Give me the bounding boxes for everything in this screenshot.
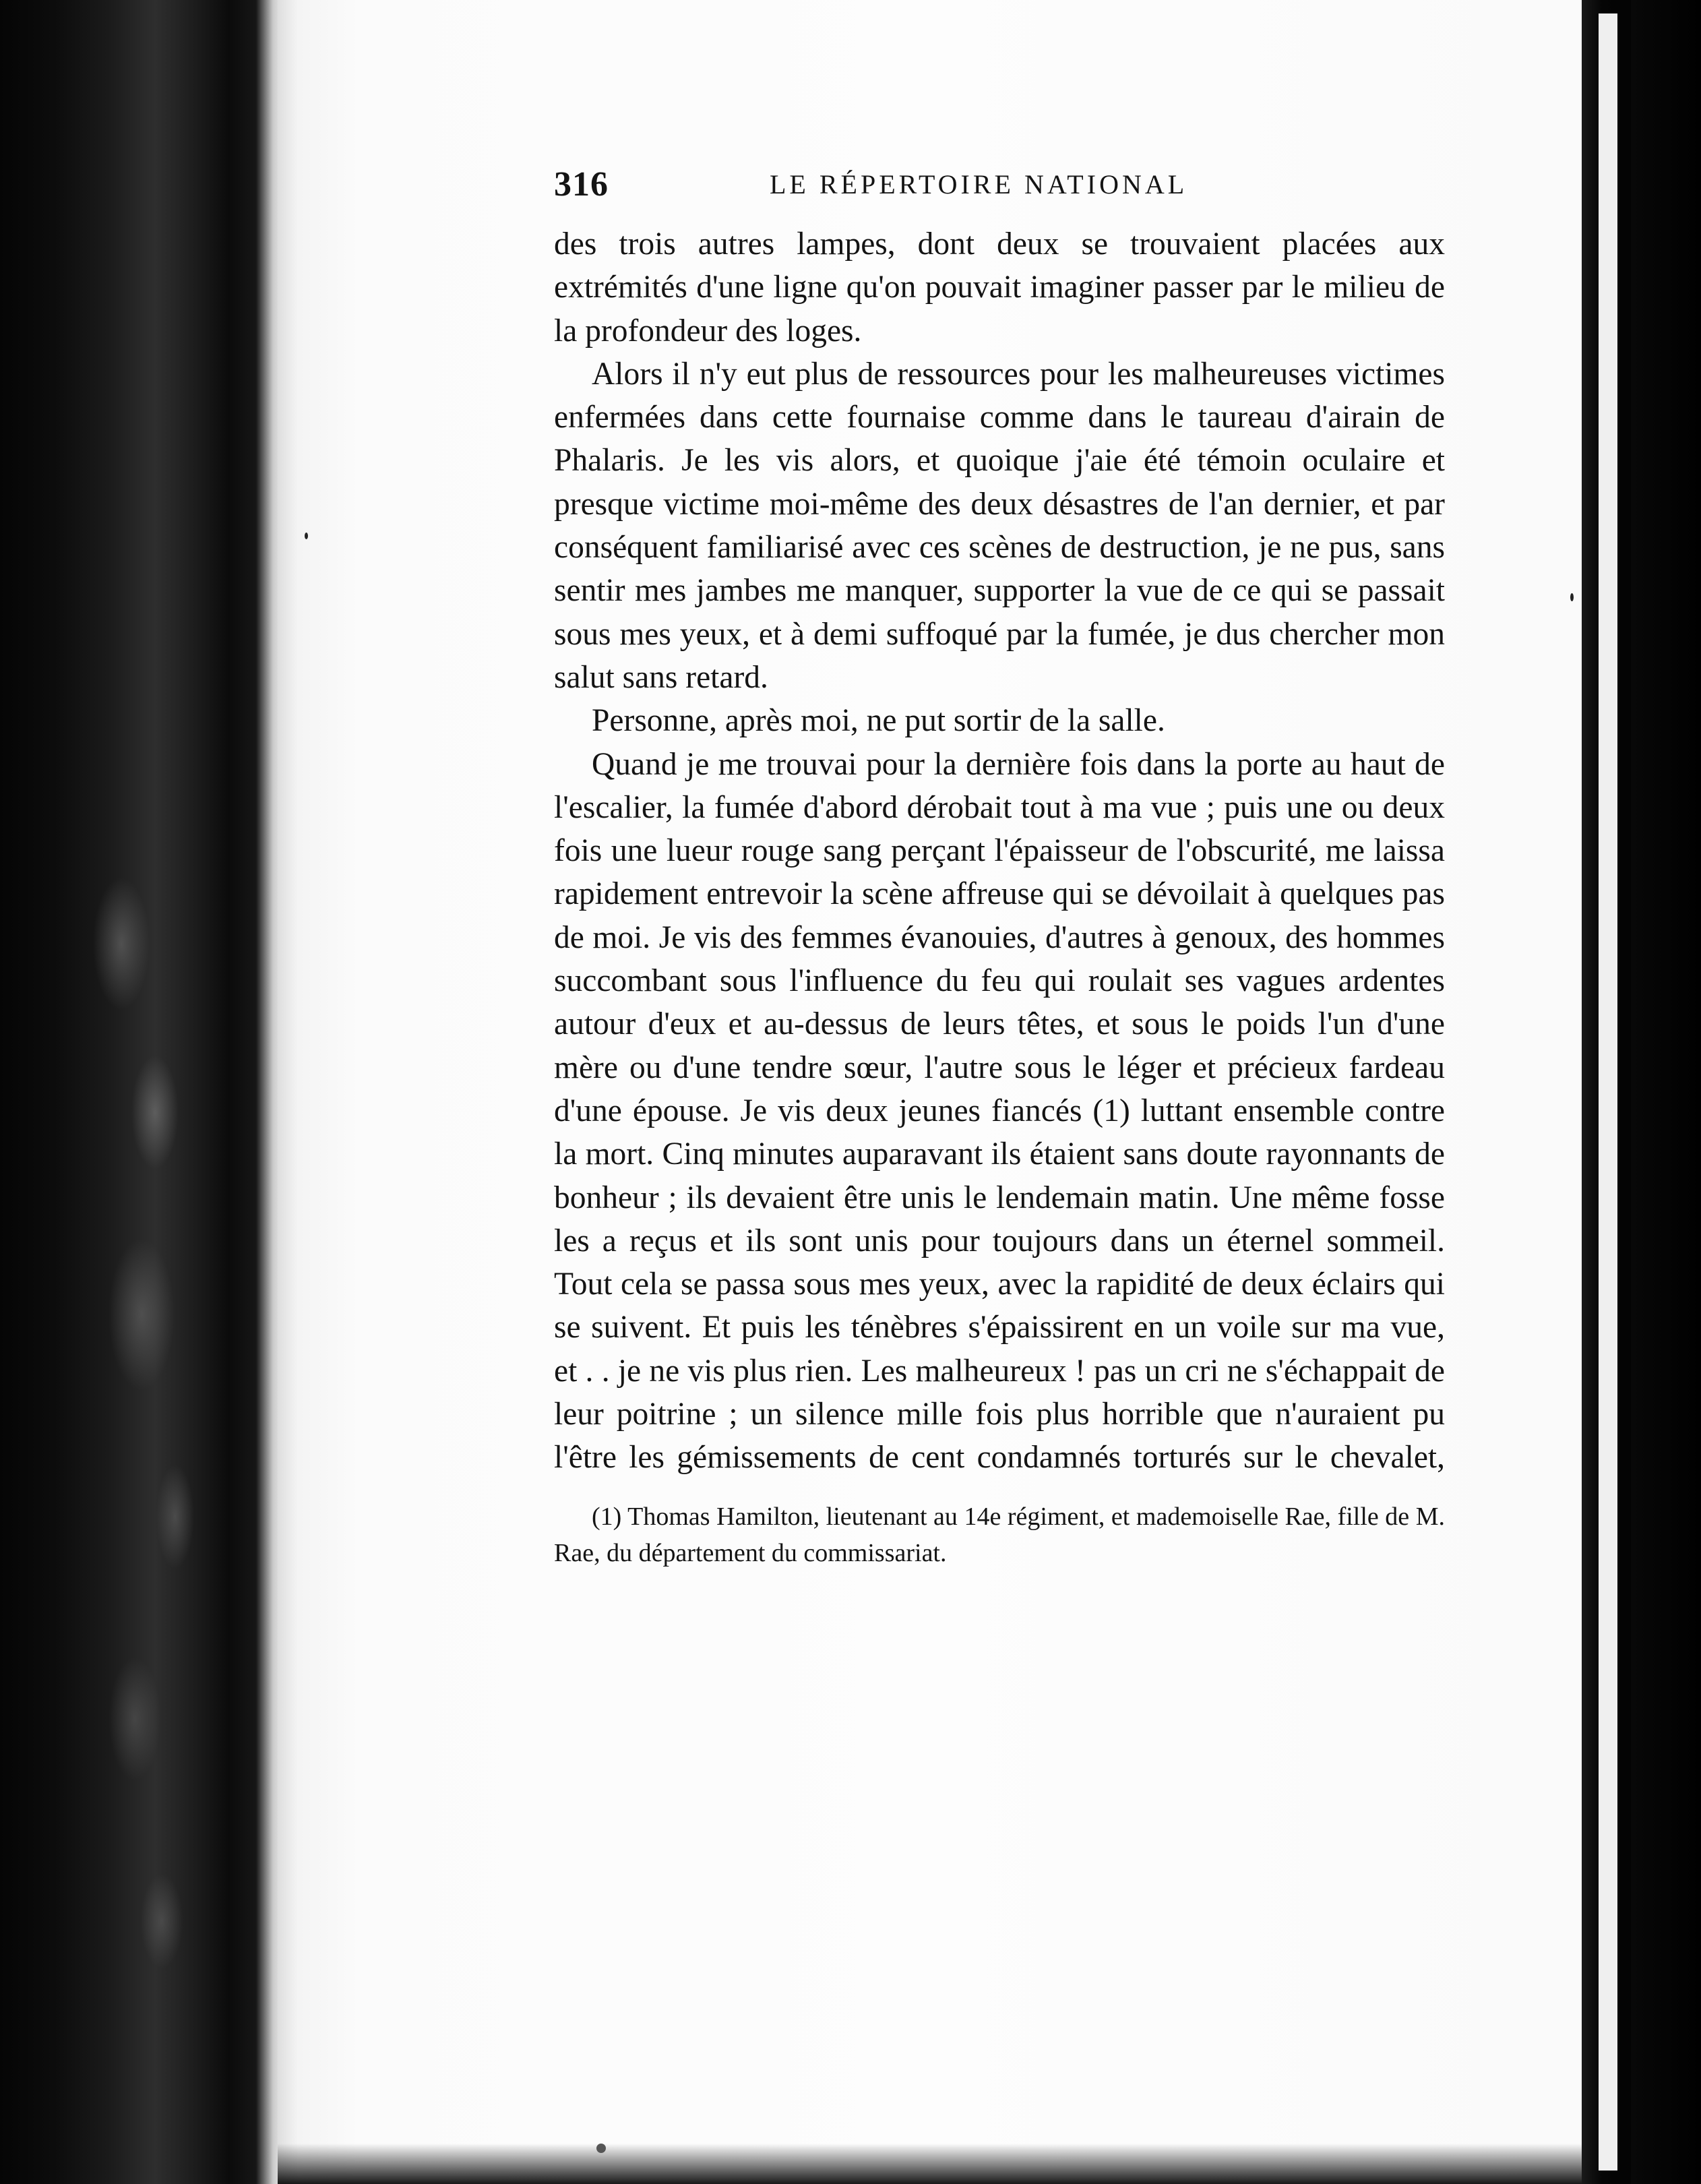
paragraph: Alors il n'y eut plus de ressources pour les malheureuses victimes enfermées dans cette fournaise comme dans le taureau d'airain de Phalaris. Je les vis alors, et quoique j'aie été témoin oculaire et presque victime moi-même des deux désastres de l'an dernier, et par conséquent familiarisé avec ces scènes de destruction, je ne pus, sans sentir mes jambes me manquer, supporter la vue de ce qui se passait sous mes yeux, et à demi suffoqué par la fumée, je dus chercher mon salut sans retard. [554,356,1445,695]
paragraph: des trois autres lampes, dont deux se trouvaient placées aux extrémités d'une ligne qu'on pouvait imaginer passer par le milieu de la profondeur des loges. [554,226,1445,348]
scan-speck [1570,593,1574,601]
page-content [554,156,1445,1571]
page-number: 316 [554,165,609,204]
paragraph: Quand je me trouvai pour la dernière fois dans la porte au haut de l'escalier, la fumée d'abord dérobait tout à ma vue ; puis une ou deux fois une lueur rouge sang perçant l'épaisseur de l'obscurité, me laissa rapidement entrevoir la scène affreuse qui se dévoilait à quelques pas de moi. Je vis des femmes évanouies, d'autres à genoux, des hommes succombant sous l'influence du feu qui roulait ses vagues ardentes autour d'eux et au-dessus de leurs têtes, et sous le poids l'un d'une mère ou d'une tendre sœur, l'autre sous le léger et précieux fardeau d'une épouse. Je vis deux jeunes fiancés (1) luttant ensemble contre la mort. Cinq minutes auparavant ils étaient sans doute rayonnants de bonheur ; ils devaient être unis le lendemain matin. Une même fosse les a reçus et ils sont unis pour toujours dans un éternel sommeil. Tout cela se passa sous mes yeux, avec la rapidité de deux éclairs qui se suivent. Et puis les ténèbres s'épaissirent en un voile sur ma vue, et . . je ne vis plus rien. Les malheureux ! pas un cri ne s'échappait de leur poitrine ; un silence mille fois plus horrible que n'auraient pu l'être les gémissements de cent condamnés torturés sur le chevalet, [554,746,1445,1476]
right-dark-border [1631,0,1701,2184]
running-title: LE RÉPERTOIRE NATIONAL [770,169,1188,200]
footnote: (1) Thomas Hamilton, lieutenant au 14e régiment, et mademoiselle Rae, fille de M. Rae, du département du commissariat. [554,1502,1445,1567]
body-text [554,222,1445,1480]
scan-speck [596,2144,606,2153]
adjacent-page-strip [1599,13,1617,2171]
book-binding-gutter [0,0,283,2184]
bottom-shadow [278,2144,1582,2184]
page-header [554,156,1445,210]
scan-speck [305,533,308,539]
paragraph: Personne, après moi, ne put sortir de la salle. [592,703,1165,739]
